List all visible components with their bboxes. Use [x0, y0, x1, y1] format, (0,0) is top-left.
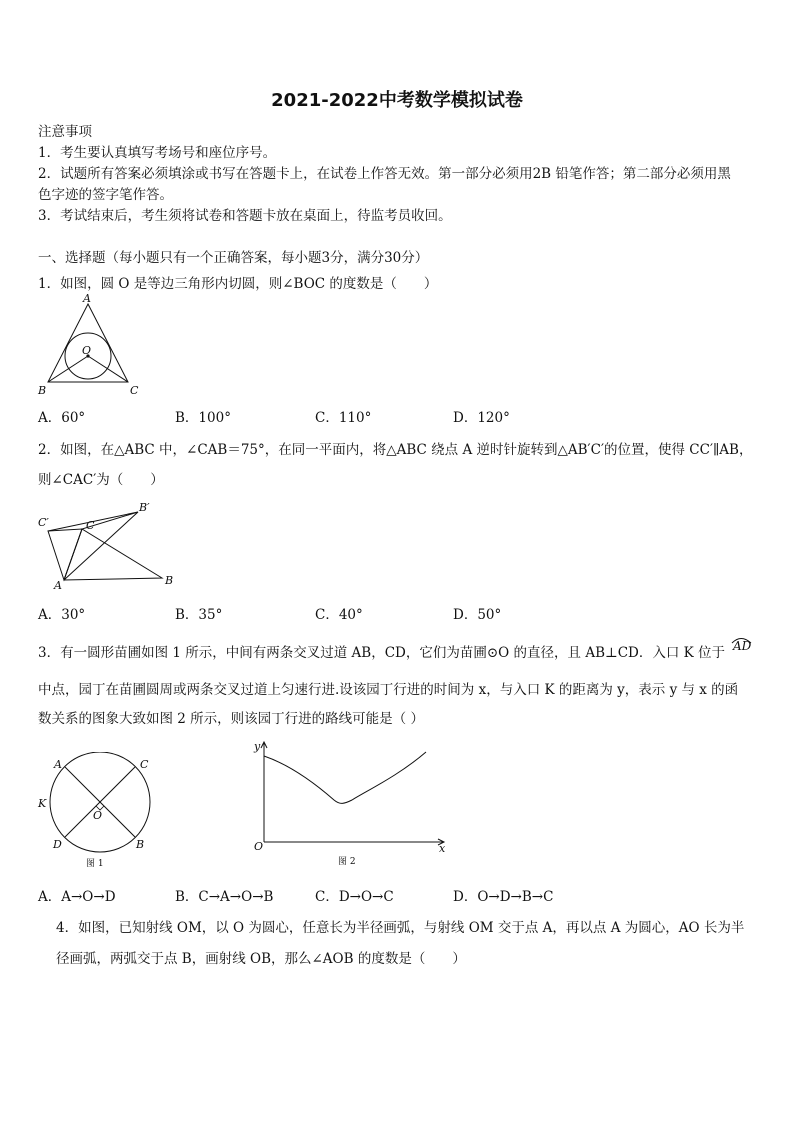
- arc-mark-icon: [731, 636, 753, 644]
- question-2-stem-line1: 2．如图，在△ABC 中，∠CAB＝75°，在同一平面内，将△ABC 绕点 A 逆时针旋转到△AB′C′的位置，使得 CC′∥AB，: [38, 442, 753, 458]
- q2-option-b: B．35°: [175, 607, 223, 623]
- q3-option-b: B．C→A→O→B: [175, 889, 274, 905]
- q2-label-b: B: [165, 574, 174, 587]
- q2-option-c: C．40°: [315, 607, 363, 623]
- note-item: 1．考生要认真填写考场号和座位序号。: [38, 145, 277, 161]
- fig2-label-x: x: [439, 842, 446, 855]
- fig1-label-c: C: [140, 758, 149, 771]
- note-item: 2．试题所有答案必须填涂或书写在答题卡上，在试卷上作答无效。第一部分必须用2B 铅笔作答；第二部分必须用黑: [38, 166, 731, 182]
- q3-option-d: D．O→D→B→C: [453, 889, 554, 905]
- q3-option-c: C．D→O→C: [315, 889, 394, 905]
- q1-option-c: C．110°: [315, 410, 372, 426]
- q1-label-c: C: [130, 384, 139, 397]
- note-item: 3．考试结束后，考生须将试卷和答题卡放在桌面上，待监考员收回。: [38, 208, 452, 224]
- q1-option-d: D．120°: [453, 410, 510, 426]
- q2-label-a: A: [54, 579, 62, 590]
- fig2-label-y: y: [254, 740, 261, 753]
- fig1-label-b: B: [136, 838, 145, 851]
- fig1-label-k: K: [38, 797, 47, 810]
- fig1-label-a: A: [54, 758, 62, 771]
- question-4-stem-line1: 4．如图，已知射线 OM，以 O 为圆心，任意长为半径画弧，与射线 OM 交于点 A，再以点 A 为圆心，AO 长为半: [56, 920, 745, 936]
- fig1-label-o: O: [93, 809, 103, 822]
- question-1-stem: 1．如图，圆 O 是等边三角形内切圆，则∠BOC 的度数是（ ）: [38, 276, 438, 292]
- fig1-label-d: D: [53, 838, 62, 851]
- question-3-stem-line3: 数关系的图象大致如图 2 所示，则该园丁行进的路线可能是（ ）: [38, 711, 424, 727]
- notes-heading: 注意事项: [38, 124, 92, 140]
- q1-label-o: O: [82, 344, 92, 357]
- q1-figure: [36, 290, 146, 402]
- fig2-label-o: O: [254, 840, 264, 853]
- fig2-caption: 图 2: [338, 857, 356, 867]
- q3-option-a: A．A→O→D: [38, 889, 116, 905]
- q1-label-a: A: [83, 292, 91, 305]
- q3-figure-1: [34, 752, 164, 872]
- section-heading: 一、选择题（每小题只有一个正确答案，每小题3分，满分30分）: [38, 250, 429, 266]
- fig1-caption: 图 1: [86, 859, 104, 869]
- arc-ad: [733, 639, 751, 653]
- q2-option-a: A．30°: [38, 607, 86, 623]
- q1-option-b: B．100°: [175, 410, 231, 426]
- q2-option-d: D．50°: [453, 607, 502, 623]
- question-4-stem-line2: 径画弧，两弧交于点 B，画射线 OB，那么∠AOB 的度数是（ ）: [56, 951, 466, 967]
- q2-label-cprime: C′: [38, 516, 49, 529]
- question-3-stem-line2: 中点，园丁在苗圃圆周或两条交叉过道上匀速行进.设该园丁行进的时间为 x，与入口 K 的距离为 y，表示 y 与 x 的函: [38, 682, 739, 698]
- note-item: 色字迹的签字笔作答。: [38, 187, 173, 203]
- q3-figure-2: [248, 738, 453, 868]
- page-title: 2021-2022中考数学模拟试卷: [271, 90, 523, 111]
- arc-ad-label: AD: [733, 639, 752, 653]
- question-3-stem-line1: 3．有一圆形苗圃如图 1 所示，中间有两条交叉过道 AB，CD，它们为苗圃⊙O 的直径，且 AB⊥CD．入口 K 位于: [38, 645, 726, 661]
- q1-label-b: B: [38, 384, 47, 397]
- question-2-stem-line2: 则∠CAC′为（ ）: [38, 472, 164, 488]
- q1-option-a: A．60°: [38, 410, 86, 426]
- q2-label-bprime: B′: [139, 501, 150, 514]
- q2-figure: [34, 498, 184, 590]
- q2-label-c: C: [86, 519, 95, 532]
